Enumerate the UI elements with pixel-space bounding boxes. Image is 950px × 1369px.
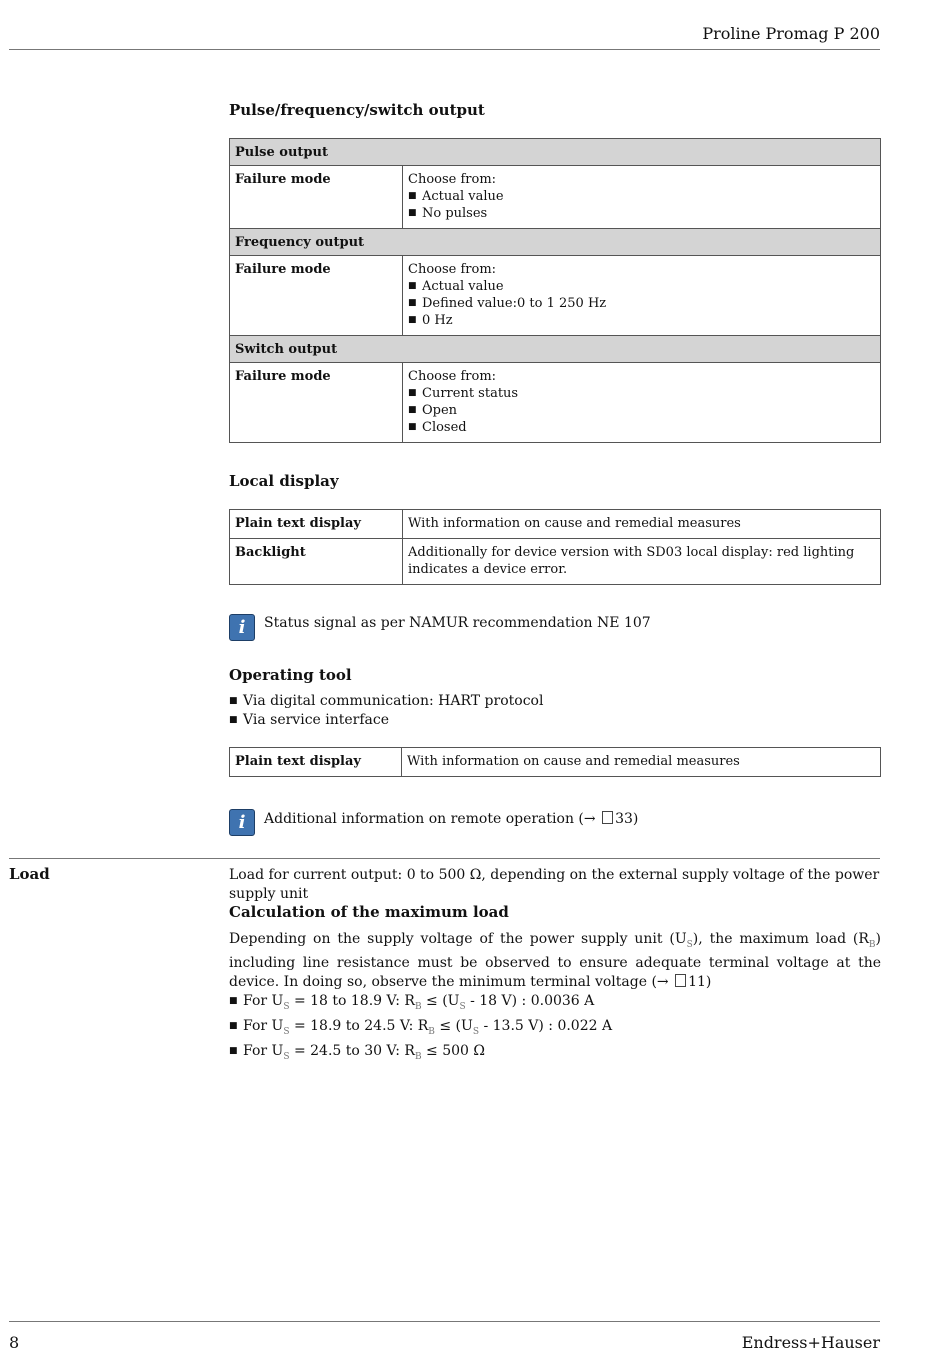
frequency-output-title: Frequency output <box>230 229 881 256</box>
text: ) including line resistance must be observed to ensure adequate terminal voltage at the device. In doing so, observe the minimum terminal voltage (→ <box>229 931 881 990</box>
switch-output-title: Switch output <box>230 336 881 363</box>
pulse-output-title: Pulse output <box>230 139 881 166</box>
operating-tool-heading: Operating tool <box>229 666 352 684</box>
calc-heading: Calculation of the maximum load <box>229 903 509 921</box>
backlight-label: Backlight <box>230 539 403 585</box>
remote-operation-note-text <box>264 809 638 827</box>
list-item: ■ Via digital communication: HART protocol <box>229 692 543 711</box>
list-item: ■ Open <box>408 402 875 419</box>
subscript: S <box>472 1026 479 1037</box>
frequency-failure-label: Failure mode <box>230 256 403 336</box>
text: ≤ (U <box>421 993 460 1009</box>
namur-note-text: Status signal as per NAMUR recommendation NE 107 <box>264 615 651 631</box>
list-item: ■ Closed <box>408 419 875 436</box>
plain-text-display-value: With information on cause and remedial measures <box>402 748 881 777</box>
subscript: S <box>283 1051 290 1062</box>
plain-text-display-label: Plain text display <box>230 510 403 539</box>
pulse-options <box>408 188 875 222</box>
calc-paragraph <box>229 930 881 991</box>
page-number: 8 <box>9 1333 20 1352</box>
page-reference-icon <box>602 811 613 824</box>
load-intro: Load for current output: 0 to 500 Ω, depending on the external supply voltage of the power supply unit <box>229 867 880 902</box>
text: For U <box>243 993 284 1009</box>
backlight-value: Additionally for device version with SD03 local display: red lighting indicates a device error. <box>403 539 881 585</box>
text: ≤ (U <box>434 1017 473 1034</box>
pulse-failure-value <box>403 166 881 229</box>
list-item <box>229 1042 612 1067</box>
operating-tool-table <box>229 747 881 777</box>
text: - 18 V) : 0.0036 A <box>465 993 595 1009</box>
switch-intro: Choose from: <box>408 369 497 384</box>
text: = 18 to 18.9 V: R <box>289 993 415 1009</box>
plain-text-display-label: Plain text display <box>230 748 402 777</box>
subscript: S <box>283 1001 290 1012</box>
text: = 24.5 to 30 V: R <box>289 1042 415 1059</box>
note-text: Additional information on remote operation (→ <box>264 811 601 827</box>
page-header-title: Proline Promag P 200 <box>702 24 880 43</box>
load-formula-list <box>229 992 612 1066</box>
text: = 18.9 to 24.5 V: R <box>289 1017 429 1034</box>
frequency-options <box>408 278 875 329</box>
switch-failure-label: Failure mode <box>230 363 403 443</box>
subscript: B <box>868 939 876 950</box>
text: ≤ 500 Ω <box>421 1042 485 1059</box>
text: ), the maximum load (R <box>692 931 869 947</box>
list-item: ■ Actual value <box>408 278 875 295</box>
subscript: S <box>686 939 693 950</box>
plain-text-display-value: With information on cause and remedial measures <box>403 510 881 539</box>
remote-operation-note <box>229 809 638 836</box>
pulse-frequency-switch-table <box>229 138 881 443</box>
pulse-failure-label: Failure mode <box>230 166 403 229</box>
namur-note <box>229 614 651 641</box>
footer-rule <box>9 1321 880 1322</box>
subscript: B <box>414 1001 422 1012</box>
subscript: B <box>414 1051 422 1062</box>
page-reference[interactable]: 33 <box>615 811 633 827</box>
subscript: B <box>428 1026 435 1037</box>
local-display-heading: Local display <box>229 472 339 490</box>
info-icon: i <box>229 614 255 641</box>
text: ) <box>705 973 712 990</box>
operating-tool-list <box>229 692 543 730</box>
list-item: ■ Defined value:0 to 1 250 Hz <box>408 295 875 312</box>
footer-brand: Endress+Hauser <box>741 1333 880 1352</box>
list-item <box>229 992 612 1017</box>
note-text-end: ) <box>632 811 639 827</box>
pulse-section-heading: Pulse/frequency/switch output <box>229 101 485 119</box>
text: For U <box>243 1042 284 1059</box>
list-item: ■ No pulses <box>408 205 875 222</box>
subscript: S <box>283 1026 290 1037</box>
pulse-intro: Choose from: <box>408 172 497 187</box>
switch-options <box>408 385 875 436</box>
section-rule <box>9 858 880 859</box>
list-item: ■ Actual value <box>408 188 875 205</box>
load-side-label: Load <box>9 865 50 883</box>
text: Depending on the supply voltage of the power supply unit (U <box>229 931 687 947</box>
list-item <box>229 1017 612 1042</box>
frequency-intro: Choose from: <box>408 262 497 277</box>
switch-failure-value <box>403 363 881 443</box>
local-display-table <box>229 509 881 585</box>
page-reference-icon <box>675 974 686 987</box>
page-reference[interactable]: 11 <box>688 973 706 990</box>
info-icon: i <box>229 809 255 836</box>
subscript: S <box>459 1001 466 1012</box>
list-item: ■ 0 Hz <box>408 312 875 329</box>
list-item: ■ Via service interface <box>229 711 543 730</box>
list-item: ■ Current status <box>408 385 875 402</box>
text: - 13.5 V) : 0.022 A <box>479 1017 613 1034</box>
header-rule <box>9 49 880 50</box>
frequency-failure-value <box>403 256 881 336</box>
text: For U <box>243 1017 284 1034</box>
